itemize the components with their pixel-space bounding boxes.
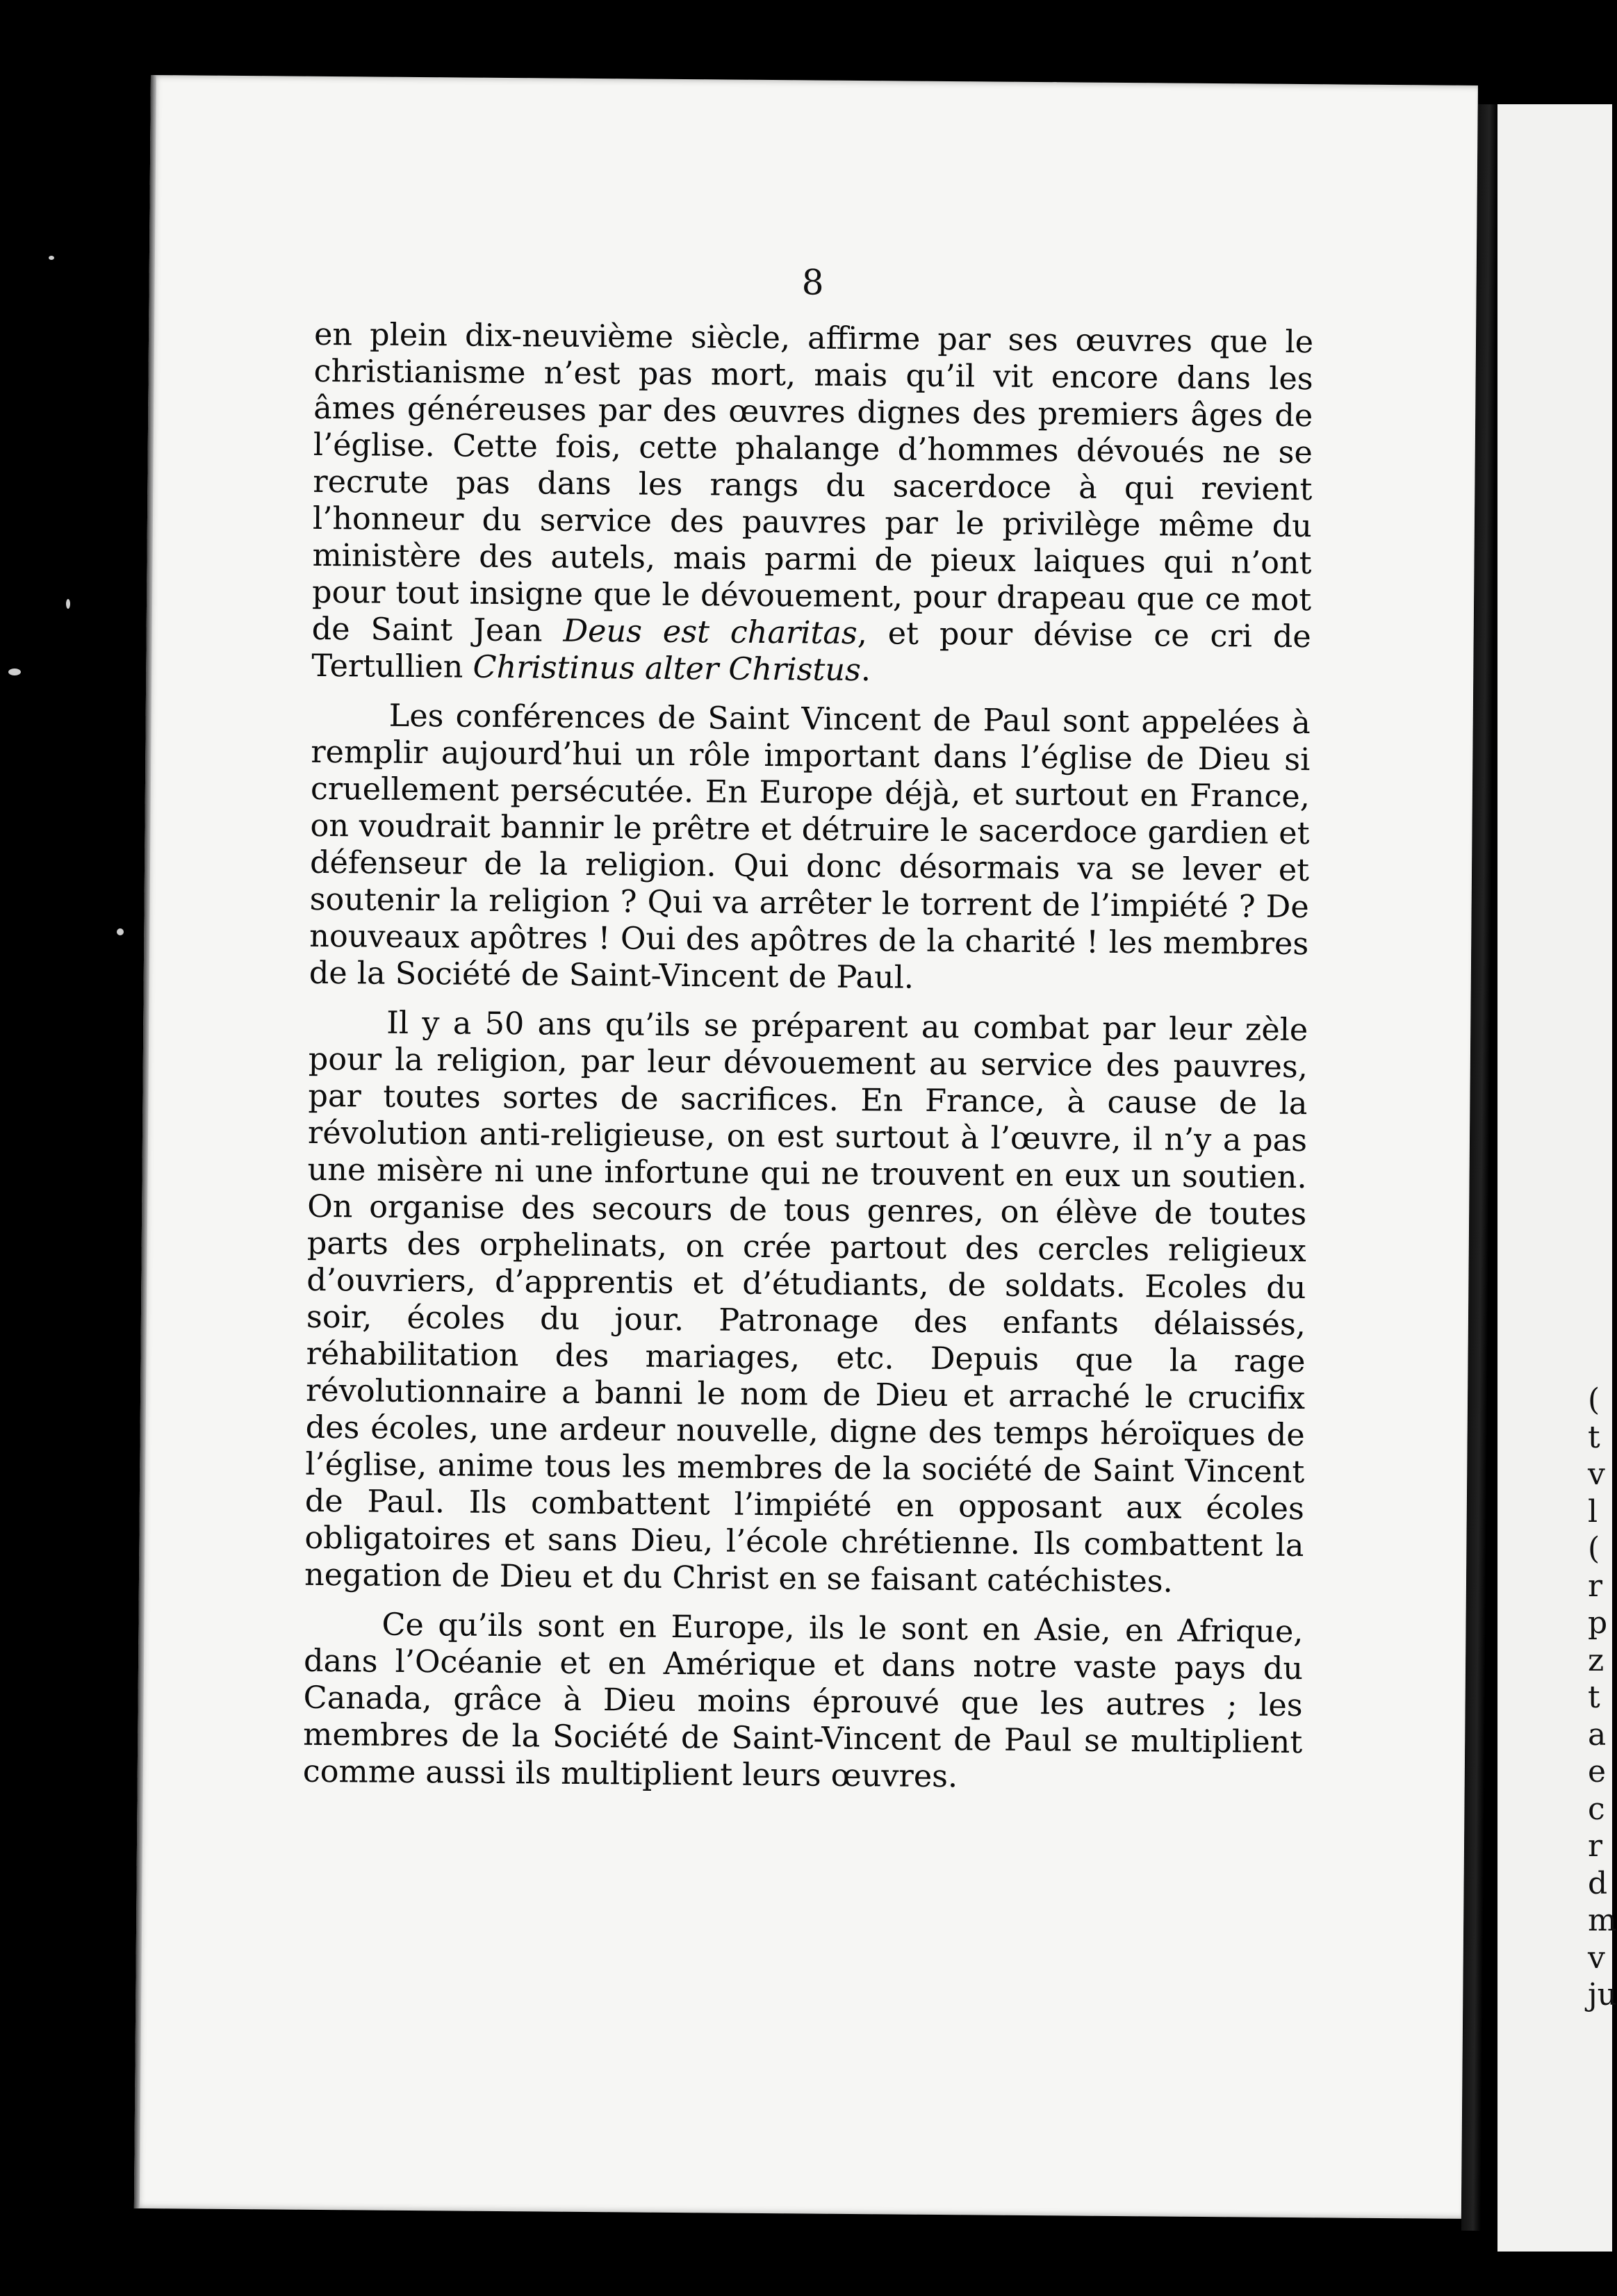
scan-speck: [117, 928, 124, 935]
facing-fragment: ju: [1588, 1977, 1617, 2012]
facing-fragment: r: [1588, 1828, 1603, 1864]
facing-fragment: (: [1588, 1531, 1600, 1566]
facing-fragment: v: [1588, 1940, 1605, 1976]
scan-speck: [8, 669, 21, 675]
paragraph: [303, 1606, 1304, 1798]
page-number: 8: [801, 262, 824, 303]
scan-speck: [49, 256, 54, 260]
paragraph: [304, 1004, 1308, 1601]
italic-text: Christinus alter Christus: [473, 649, 862, 689]
italic-text: Deus est charitas: [563, 613, 857, 652]
paragraph: [311, 316, 1313, 692]
facing-fragment: t: [1588, 1680, 1600, 1715]
facing-fragment: p: [1588, 1605, 1608, 1641]
facing-fragment: t: [1588, 1419, 1600, 1455]
body-text: [302, 316, 1313, 1810]
text-run: Les conférences de Saint Vincent de Paul sont appelées à remplir aujourd’hui un rôle important dans l’église de Dieu si cruellement persécutée. En Europe déjà, et surtout en France, on voudrait bannir le prêtre et détruire le sacerdoce gardien et défenseur de la religion. Qui donc désormais va se lever et soutenir la religion ? Qui va arrêter le torrent de l’impiété ? De nouveaux apôtres ! Oui des apôtres de la charité ! les membres de la Société de Saint-Vincent de Paul.: [309, 698, 1311, 996]
page-binding-edge: [134, 75, 156, 2208]
facing-fragment: d: [1588, 1865, 1608, 1901]
facing-fragment: a: [1588, 1716, 1607, 1753]
facing-page-text-fragments: [1588, 1381, 1617, 2014]
text-run: .: [860, 653, 871, 689]
text-run: , et pour dévise ce cri de Tertullien: [311, 616, 1311, 685]
facing-fragment: (: [1588, 1382, 1600, 1418]
facing-fragment: z: [1588, 1642, 1604, 1678]
text-run: Il y a 50 ans qu’ils se préparent au combat par leur zèle pour la religion, par leur dévouement au service des pauvres, par toutes sortes de sacrifices. En France, à cause de la révolution anti-religieuse, on est surtout à l’œuvre, il n’y a pas une misère ni une infortune qui ne trouvent en eux un soutien. On organise des secours de tous genres, on élève de toutes parts des orphelinats, on crée partout des cercles religieux d’ouvriers, d’apprentis et d’étudiants, de soldats. Ecoles du soir, écoles du jour. Patronage des enfants délaissés, réhabilitation des mariages, etc. Depuis que la rage révolutionnaire a banni le nom de Dieu et arraché le crucifix des écoles, une ardeur nouvelle, digne des temps héroïques de l’église, anime tous les membres de la société de Saint Vincent de Paul. Ils combattent l’impiété en opposant aux écoles obligatoires et sans Dieu, l’école chrétienne. Ils combattent la negation de Dieu et du Christ en se faisant catéchistes.: [304, 1005, 1308, 1600]
paragraph: [309, 697, 1311, 999]
document-page: [134, 75, 1478, 2219]
text-run: en plein dix-neuvième siècle, affirme par ses œuvres que le christianisme n’est pas mort, mais qu’il vit encore dans les âmes généreuses par des œuvres dignes des premiers âges de l’église. Cette fois, cette phalange d’hommes dévoués ne se recrute pas dans les rangs du sacerdoce à qui revient l’honneur du service des pauvres par le privilège même du ministère des autels, mais parmi de pieux laiques qui n’ont pour tout insigne que le dévouement, pour drapeau que ce mot de Saint Jean: [311, 316, 1314, 649]
facing-fragment: v: [1588, 1457, 1605, 1492]
facing-fragment: l: [1588, 1493, 1598, 1530]
facing-fragment: e: [1588, 1754, 1607, 1789]
scan-speck: [66, 599, 70, 609]
facing-fragment: m: [1588, 1903, 1617, 1938]
text-run: Ce qu’ils sont en Europe, ils le sont en Asie, en Afrique, dans l’Océanie et en Amérique et dans notre vaste pays du Canada, grâce à Dieu moins éprouvé que les autres ; les membres de la Société de Saint-Vincent de Paul se multiplient comme aussi ils multiplient leurs œuvres.: [302, 1607, 1304, 1795]
facing-page: [1497, 104, 1617, 2252]
facing-fragment: r: [1588, 1568, 1603, 1604]
facing-fragment: c: [1588, 1791, 1605, 1827]
